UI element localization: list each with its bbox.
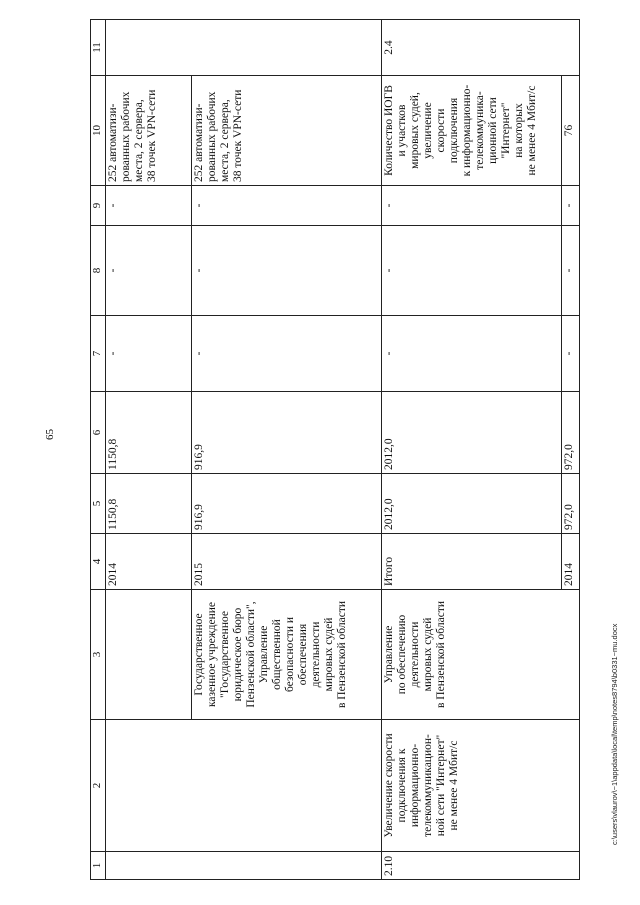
table-row bbox=[382, 20, 562, 880]
column-number: 5 bbox=[91, 474, 106, 534]
cell-col7: - bbox=[382, 316, 562, 392]
column-number: 9 bbox=[91, 186, 106, 226]
cell-activity: Увеличение скорости подключения к информационно- телекоммуникацион- ной сети "Интернет" не менее 4 Мбит/с bbox=[382, 720, 580, 852]
cell-executor: Государственное казенное учреждение "Государственное юридическое бюро Пензенской области", Управление общественной безопасности и обеспечения деятельности мировых судей в Пензенской области bbox=[192, 590, 382, 720]
cell-executor bbox=[106, 590, 192, 720]
cell-regional-budget: 972,0 bbox=[562, 392, 580, 474]
cell-col9: - bbox=[106, 186, 192, 226]
cell-indicator: Количество ИОГВ и участков мировых судей, увеличение скорости подключения к информационно- телекоммуника- ционной сети "Интернет" на которых не менее 4 Мбит/с bbox=[382, 76, 562, 186]
cell-regional-budget: 1150,8 bbox=[106, 392, 192, 474]
cell-regional-budget: 2012,0 bbox=[382, 392, 562, 474]
cell-col8: - bbox=[562, 226, 580, 316]
cell-total: 916,9 bbox=[192, 474, 382, 534]
cell-total: 1150,8 bbox=[106, 474, 192, 534]
cell-col8: - bbox=[192, 226, 382, 316]
file-path-footer: c:\users\vlaurov\~1\appdata\local\temp\notes8794\b0331~mu.docx bbox=[610, 623, 619, 845]
cell-col9: - bbox=[562, 186, 580, 226]
table-row bbox=[106, 20, 192, 880]
cell-indicator: 76 bbox=[562, 76, 580, 186]
cell-col7: - bbox=[106, 316, 192, 392]
cell-col7: - bbox=[192, 316, 382, 392]
cell-col9: - bbox=[382, 186, 562, 226]
cell-year: 2014 bbox=[562, 534, 580, 590]
rotated-table-container bbox=[90, 20, 580, 880]
cell-regional-budget: 916,9 bbox=[192, 392, 382, 474]
cell-year: 2015 bbox=[192, 534, 382, 590]
column-number: 6 bbox=[91, 392, 106, 474]
column-number: 1 bbox=[91, 852, 106, 880]
cell-col8: - bbox=[106, 226, 192, 316]
cell-year: Итого bbox=[382, 534, 562, 590]
column-number: 8 bbox=[91, 226, 106, 316]
cell-col9: - bbox=[192, 186, 382, 226]
column-number: 4 bbox=[91, 534, 106, 590]
program-table bbox=[90, 19, 580, 880]
cell-indicator: 252 автоматизи- рованных рабочих места, 2 сервера, 38 точек VPN-сети bbox=[192, 76, 382, 186]
cell-link: 2.4 bbox=[382, 20, 580, 76]
column-number: 11 bbox=[91, 20, 106, 76]
column-number-row bbox=[91, 20, 106, 880]
cell-activity bbox=[106, 720, 382, 852]
cell-total: 2012,0 bbox=[382, 474, 562, 534]
cell-link bbox=[106, 20, 382, 76]
page-number: 65 bbox=[44, 429, 56, 440]
column-number: 2 bbox=[91, 720, 106, 852]
cell-indicator: 252 автоматизи- рованных рабочих места, 2 сервера, 38 точек VPN-сети bbox=[106, 76, 192, 186]
cell-item-number bbox=[106, 852, 382, 880]
cell-col8: - bbox=[382, 226, 562, 316]
cell-col7: - bbox=[562, 316, 580, 392]
column-number: 10 bbox=[91, 76, 106, 186]
cell-year: 2014 bbox=[106, 534, 192, 590]
column-number: 7 bbox=[91, 316, 106, 392]
column-number: 3 bbox=[91, 590, 106, 720]
cell-item-number: 2.10 bbox=[382, 852, 580, 880]
cell-total: 972,0 bbox=[562, 474, 580, 534]
cell-executor: Управление по обеспечению деятельности мировых судей в Пензенской области bbox=[382, 590, 580, 720]
